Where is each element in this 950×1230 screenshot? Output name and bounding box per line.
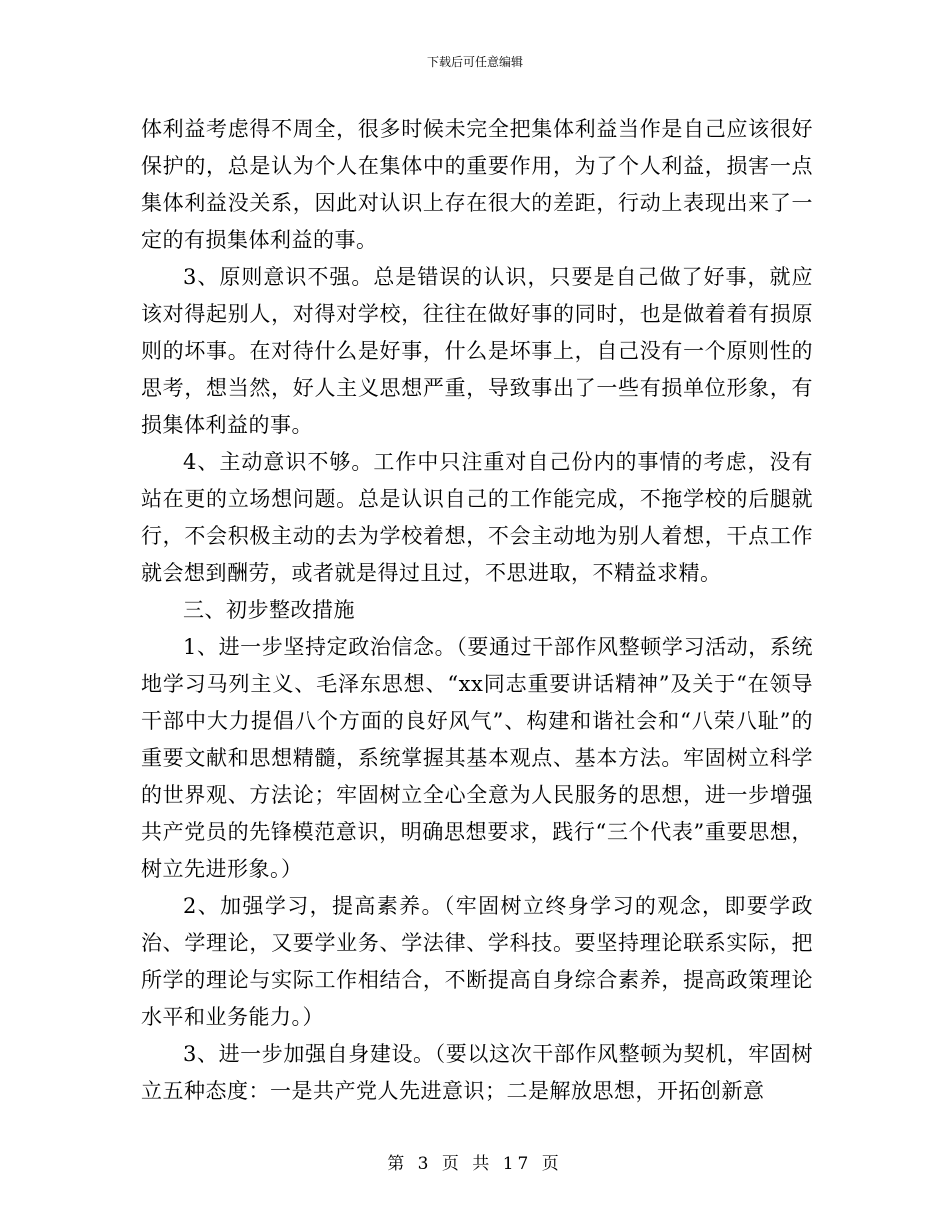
paragraph-1: 体利益考虑得不周全，很多时候未完全把集体利益当作是自己应该很好保护的，总是认为个人在集体中的重要作用，为了个人利益，损害一点集体利益没关系，因此对认识上存在很大的差距，行动上表现出来了一定的有损集体利益的事。	[141, 117, 813, 252]
section-heading: 三、初步整改措施	[183, 598, 355, 622]
body-text	[141, 111, 813, 1110]
paragraph-3: 4、主动意识不够。工作中只注重对自己份内的事情的考虑，没有站在更的立场想问题。总是认识自己的工作能完成，不拖学校的后腿就行，不会积极主动的去为学校着想，不会主动地为别人着想，干点工作就会想到酬劳，或者就是得过且过，不思进取，不精益求精。	[141, 450, 813, 585]
paragraph-4: 1、进一步坚持定政治信念。（要通过干部作风整顿学习活动，系统地学习马列主义、毛泽东思想、“xx同志重要讲话精神”及关于“在领导干部中大力提倡八个方面的良好风气”、构建和谐社会和“八荣八耻”的重要文献和思想精髓，系统掌握其基本观点、基本方法。牢固树立科学的世界观、方法论；牢固树立全心全意为人民服务的思想，进一步增强共产党员的先锋模范意识，明确思想要求，践行“三个代表”重要思想，树立先进形象。）	[141, 635, 813, 881]
paragraph-6: 3、进一步加强自身建设。（要以这次干部作风整顿为契机，牢固树立五种态度：一是共产党人先进意识；二是解放思想，开拓创新意	[141, 1042, 813, 1103]
paragraph-2: 3、原则意识不强。总是错误的认识，只要是自己做了好事，就应该对得起别人，对得对学校，往往在做好事的同时，也是做着着有损原则的坏事。在对待什么是好事，什么是坏事上，自己没有一个原则性的思考，想当然，好人主义思想严重，导致事出了一些有损单位形象，有损集体利益的事。	[141, 265, 813, 437]
paragraph-5: 2、加强学习，提高素养。（牢固树立终身学习的观念，即要学政治、学理论，又要学业务、学法律、学科技。要坚持理论联系实际，把所学的理论与实际工作相结合，不断提高自身综合素养，提高政策理论水平和业务能力。）	[141, 894, 813, 1029]
header-note: 下载后可任意编辑	[426, 55, 523, 69]
page-number: 第 3 页 共 17 页	[387, 1154, 563, 1174]
